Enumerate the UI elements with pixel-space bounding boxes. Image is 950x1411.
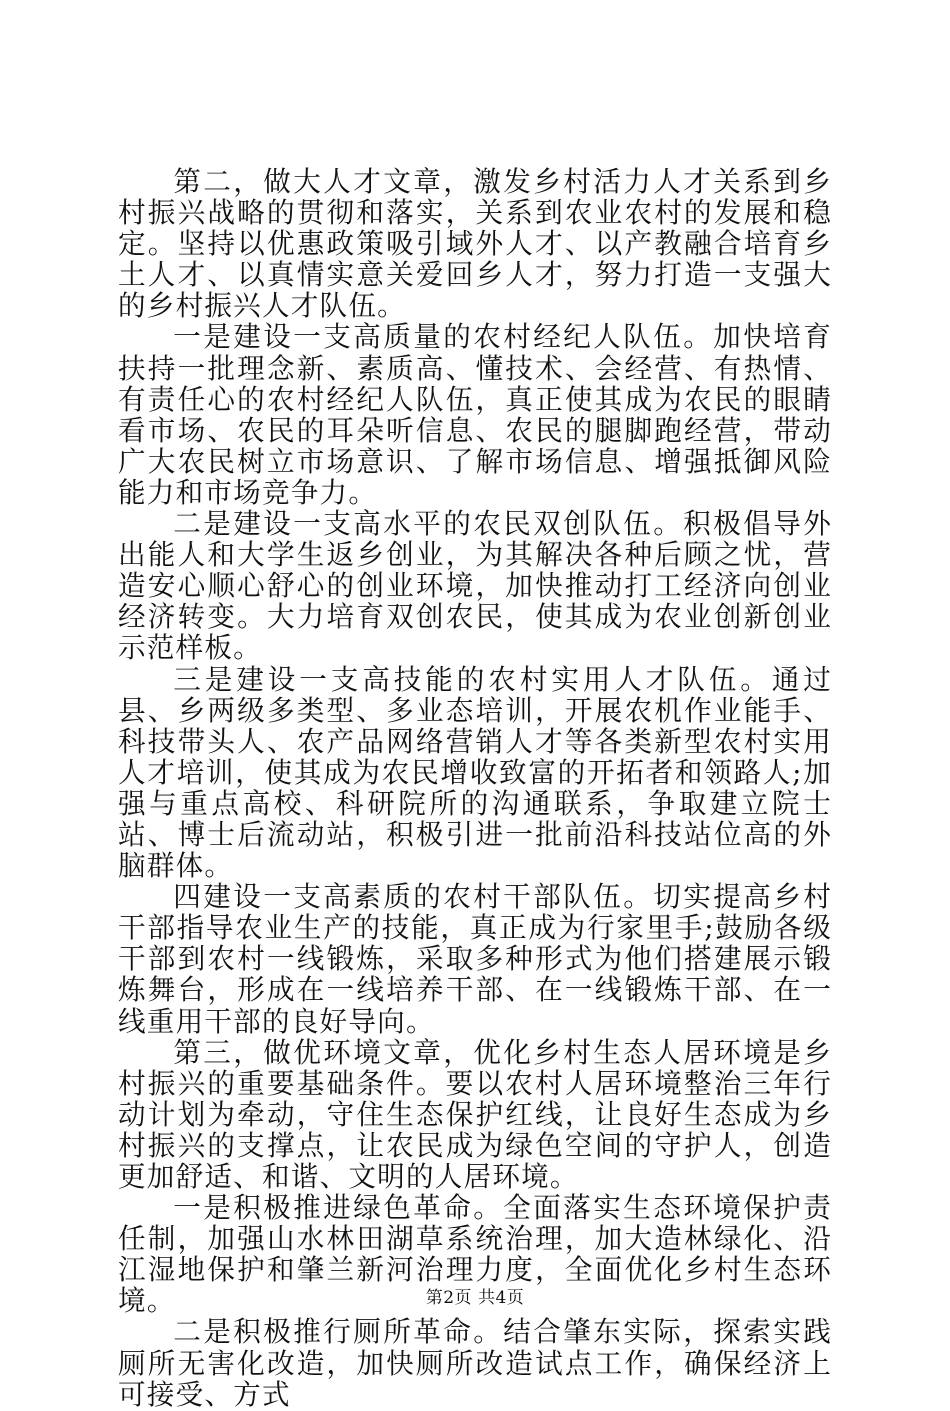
paragraph-practical-talent: 三是建设一支高技能的农村实用人才队伍。通过县、乡两级多类型、多业态培训，开展农机作业能手、科技带头人、农产品网络营销人才等各类新型农村实用人才培训，使其成为农民增收致富的开拓者和领路人;加强与重点高校、科研院所的沟通联系，争取建立院士站、博士后流动站，积极引进一批前沿科技站位高的外脑群体。: [118, 662, 832, 883]
paragraph-green-revolution: 一是积极推进绿色革命。全面落实生态环境保护责任制，加强山水林田湖草系统治理，加大造林绿化、沿江湿地保护和肇兰新河治理力度，全面优化乡村生态环境。: [118, 1191, 832, 1318]
paragraph-rural-brokers: 一是建设一支高质量的农村经纪人队伍。加快培育扶持一批理念新、素质高、懂技术、会经营、有热情、有责任心的农村经纪人队伍，真正使其成为农民的眼睛看市场、农民的耳朵听信息、农民的腿脚跑经营，带动广大农民树立市场意识、了解市场信息、增强抵御风险能力和市场竞争力。: [118, 320, 832, 509]
paragraph-toilet-revolution: 二是积极推行厕所革命。结合肇东实际，探索实践厕所无害化改造，加快厕所改造试点工作，确保经济上可接受、方式: [118, 1315, 832, 1411]
paragraph-environment-article: 第三，做优环境文章，优化乡村生态人居环境是乡村振兴的重要基础条件。要以农村人居环境整治三年行动计划为牵动，守住生态保护红线，让良好生态成为乡村振兴的支撑点，让农民成为绿色空间的守护人，创造更加舒适、和谐、文明的人居环境。: [118, 1035, 832, 1193]
paragraph-entrepreneurs: 二是建设一支高水平的农民双创队伍。积极倡导外出能人和大学生返乡创业，为其解决各种后顾之忧，营造安心顺心舒心的创业环境，加快推动打工经济向创业经济转变。大力培育双创农民，使其成为农业创新创业示范样板。: [118, 507, 832, 665]
document-body: [118, 166, 832, 1410]
paragraph-rural-cadres: 四建设一支高素质的农村干部队伍。切实提高乡村干部指导农业生产的技能，真正成为行家里手;鼓励各级干部到农村一线锻炼，采取多种形式为他们搭建展示锻炼舞台，形成在一线培养干部、在一线锻炼干部、在一线重用干部的良好导向。: [118, 880, 832, 1038]
page-number-footer: 第2页 共4页: [425, 1288, 525, 1308]
paragraph-talent-article: 第二，做大人才文章，激发乡村活力人才关系到乡村振兴战略的贯彻和落实，关系到农业农村的发展和稳定。坚持以优惠政策吸引域外人才、以产教融合培育乡土人才、以真情实意关爱回乡人才，努力打造一支强大的乡村振兴人才队伍。: [118, 165, 832, 323]
